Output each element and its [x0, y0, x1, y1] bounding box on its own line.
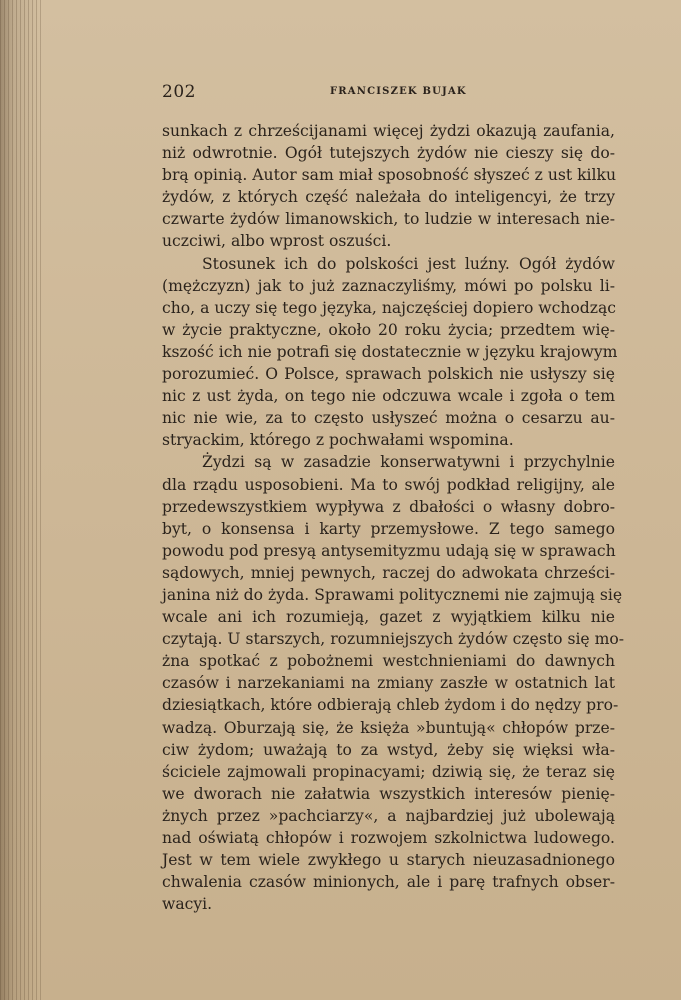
text-line: w życie praktyczne, około 20 roku życia; przedtem wię-: [162, 320, 615, 339]
text-line: nic nie wie, za to często usłyszeć można o cesarzu au-: [162, 409, 615, 428]
text-line: (mężczyzn) jak to już zaznaczyliśmy, mówi po polsku li-: [162, 276, 615, 295]
text-line: żnych przez »pachciarzy«, a najbardziej już ubolewają: [162, 806, 615, 825]
text-line: brą opinią. Autor sam miał sposobność słyszeć z ust kilku: [162, 166, 617, 185]
text-line: żydów, z których część należała do inteligencyi, że trzy: [162, 188, 615, 207]
text-line: sądowych, mniej pewnych, raczej do adwokata chrześci-: [162, 563, 615, 582]
text-line: czytają. U starszych, rozumniejszych żydów często się mo-: [162, 630, 625, 649]
text-line: nic z ust żyda, on tego nie odczuwa wcale i zgoła o tem: [162, 387, 615, 406]
text-line: wcale ani ich rozumieją, gazet z wyjątkiem kilku nie: [162, 608, 615, 627]
text-line: czwarte żydów limanowskich, to ludzie w interesach nie-: [162, 210, 615, 229]
text-line: powodu pod presyą antysemityzmu udają się w sprawach: [162, 541, 616, 560]
book-spine-edge: [0, 0, 42, 1000]
text-line: ciw żydom; uważają to za wstyd, żeby się więksi wła-: [162, 740, 615, 759]
text-line: wadzą. Oburzają się, że księża »buntują« chłopów prze-: [162, 718, 615, 737]
text-line: dziesiątkach, które odbierają chleb żydom i do nędzy pro-: [162, 696, 619, 715]
text-line: sunkach z chrześcijanami więcej żydzi okazują zaufania,: [162, 122, 615, 140]
text-line: wacyi.: [162, 895, 213, 914]
text-line: cho, a uczy się tego języka, najczęściej dopiero wchodząc: [162, 298, 617, 317]
text-line: Jest w tem wiele zwykłego u starych nieuzasadnionego: [162, 851, 615, 870]
text-line: porozumieć. O Polsce, sprawach polskich nie usłyszy się: [162, 365, 615, 384]
text-line: Żydzi są w zasadzie konserwatywni i przychylnie: [202, 453, 615, 472]
text-line: stryackim, którego z pochwałami wspomina.: [162, 431, 514, 450]
text-line: ściciele zajmowali propinacyami; dziwią się, że teraz się: [162, 762, 615, 781]
text-line: żna spotkać z pobożnemi westchnieniami do dawnych: [162, 652, 615, 671]
text-line: przedewszystkiem wypływa z dbałości o własny dobro-: [162, 497, 615, 516]
page-header: [162, 82, 617, 106]
page-number: 202: [162, 82, 196, 102]
text-line: kszość ich nie potrafi się dostatecznie w języku krajowym: [162, 342, 618, 361]
text-line: Stosunek ich do polskości jest luźny. Ogół żydów: [202, 254, 615, 273]
text-line: nad oświatą chłopów i rozwojem szkolnictwa ludowego.: [162, 829, 615, 847]
text-line: byt, o konsensa i karty przemysłowe. Z tego samego: [162, 519, 615, 538]
running-head: FRANCISZEK BUJAK: [330, 86, 467, 97]
text-line: czasów i narzekaniami na zmiany zaszłe w ostatnich lat: [162, 674, 615, 693]
text-line: we dworach nie załatwia wszystkich interesów pienię-: [162, 784, 615, 803]
body-text: [162, 120, 625, 915]
text-line: niż odwrotnie. Ogół tutejszych żydów nie cieszy się do-: [162, 144, 615, 163]
text-line: janina niż do żyda. Sprawami politycznemi nie zajmują się: [162, 585, 623, 604]
text-line: dla rządu usposobieni. Ma to swój podkład religijny, ale: [162, 475, 615, 494]
text-line: chwalenia czasów minionych, ale i parę trafnych obser-: [162, 873, 615, 892]
text-line: uczciwi, albo wprost oszuści.: [162, 232, 392, 251]
